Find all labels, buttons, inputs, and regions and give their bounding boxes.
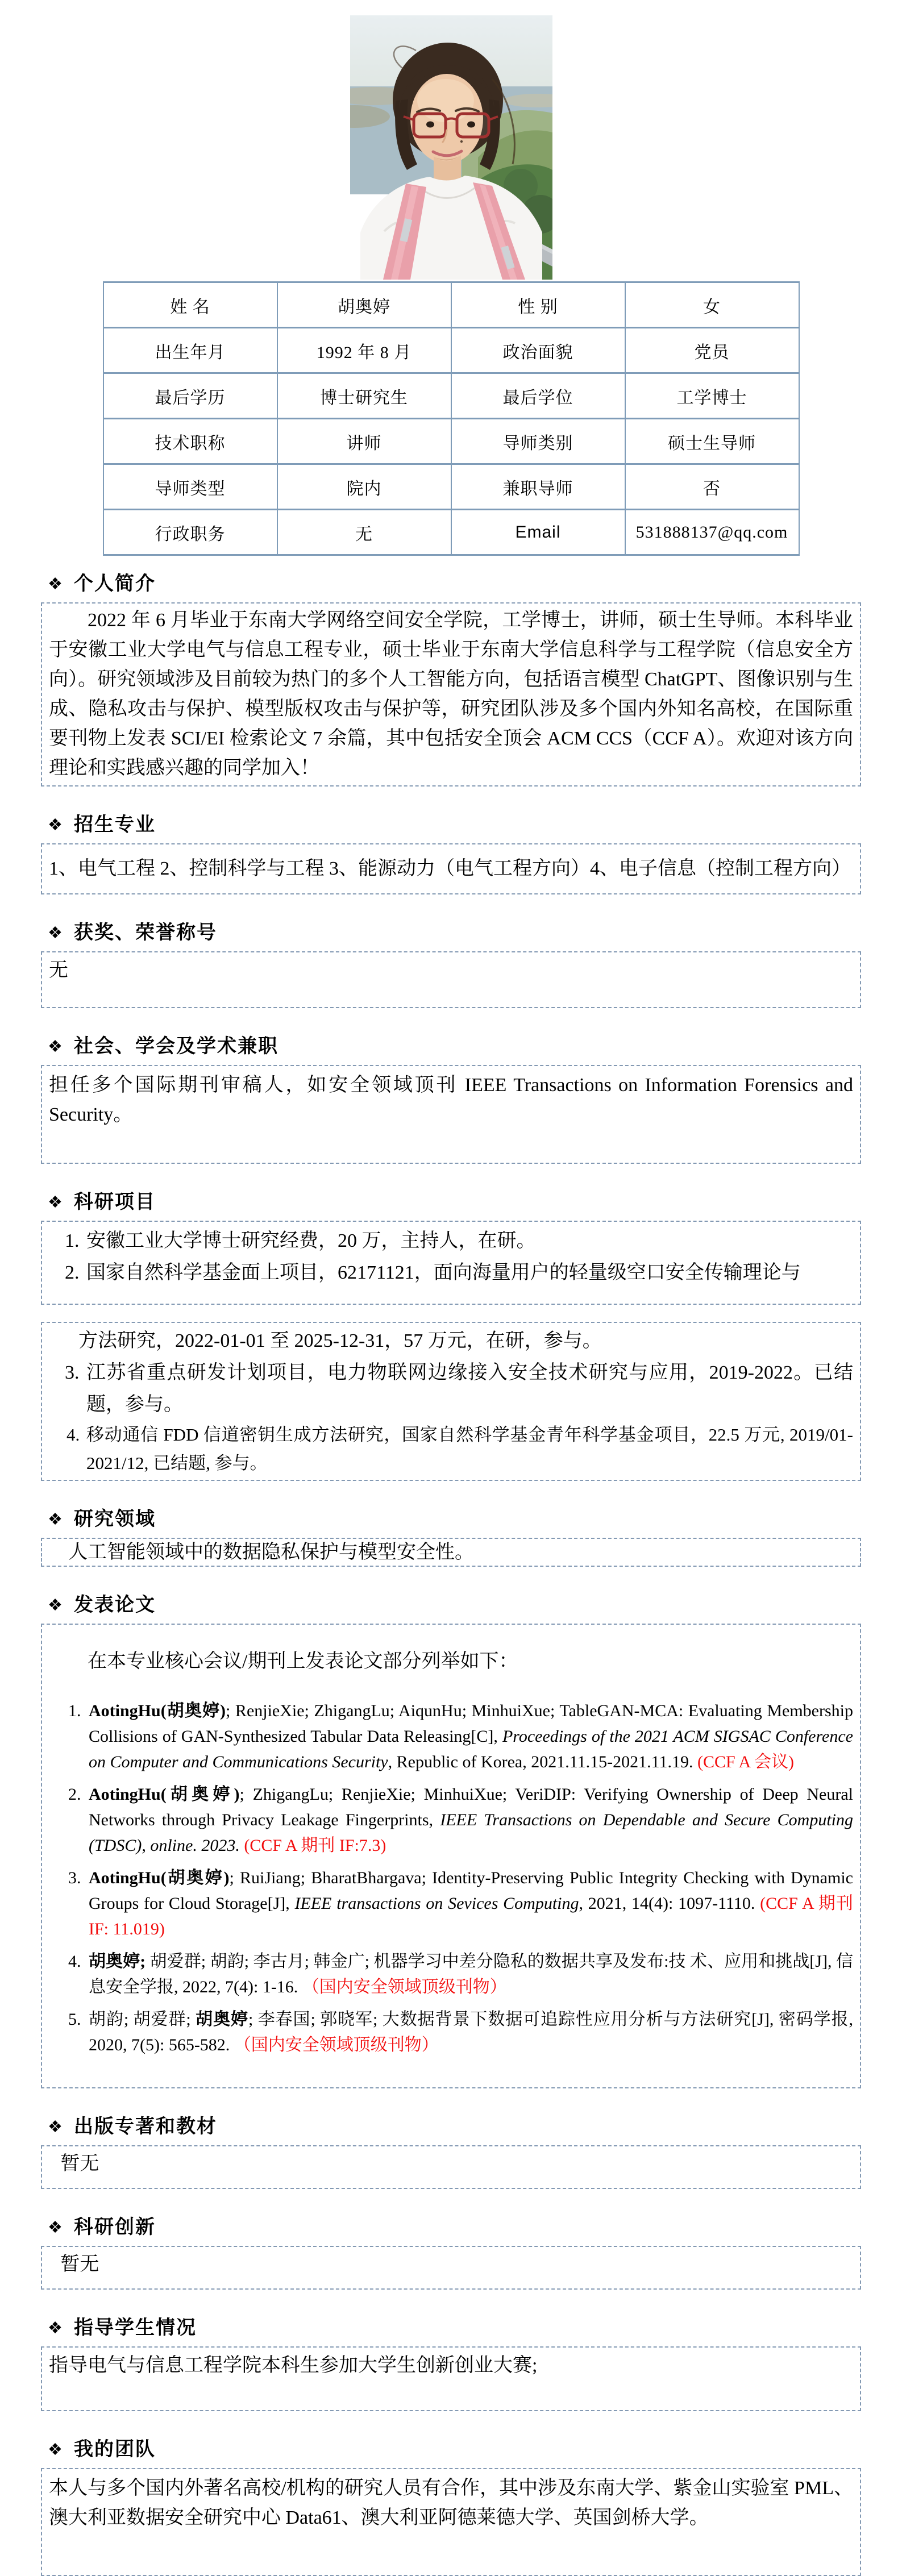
label-birth: 出生年月 [103,328,277,373]
label-name: 姓 名 [103,282,277,328]
section-awards [41,921,861,1008]
section-title: 指导学生情况 [74,2317,197,2338]
projects-list-part1 [49,1225,853,1289]
label-degree: 最后学位 [451,373,625,419]
section-title: 个人简介 [74,573,156,594]
diamond-bullet-icon: ❖ [48,924,63,942]
service-box [41,1065,861,1164]
publication-item: 2. AotingHu(胡奥婷); ZhigangLu; RenjieXie; MinhuiXue; VeriDIP: Verifying Ownership of Deep Neural Networks through Privacy Leakage Fingerprints, IEEE Transactions on Dependable and Secure Computing (TDSC), online. 2023. (CCF A 期刊 IF:7.3) [85,1782,853,1858]
section-service [41,1034,861,1164]
publications-list [49,1698,853,2058]
awards-box [41,951,861,1008]
section-header [41,813,861,838]
label-adjunct: 兼职导师 [451,464,625,510]
value-supervisor-type: 院内 [277,464,451,510]
publication-item: 1. AotingHu(胡奥婷); RenjieXie; ZhigangLu; AiqunHu; MinhuiXue; TableGAN-MCA: Evaluating Membership Collisions of GAN-Synthesized Tabular Data Releasing[C], Proceedings of the 2021 ACM SIGSAC Conference on Computer and Communications Security, Republic of Korea, 2021.11.15-2021.11.19. (CCF A 会议) [85,1698,853,1775]
publications-intro: 在本专业核心会议/期刊上发表论文部分列举如下： [88,1651,518,1672]
project-item-continuation: 方法研究，2022-01-01 至 2025-12-31，57 万元，在研，参与。 [78,1330,602,1351]
project-item: 3. 江苏省重点研发计划项目，电力物联网边缘接入安全技术研究与应用，2019-2022。已结题，参与。 [84,1357,853,1421]
table-row [103,282,799,328]
project-item: 2. 国家自然科学基金面上项目，62171121，面向海量用户的轻量级空口安全传输理论与 [84,1257,853,1289]
section-research-field [41,1507,861,1567]
section-publications [41,1593,861,2088]
section-header [41,2316,861,2341]
section-title: 科研项目 [74,1192,156,1213]
section-title: 我的团队 [74,2439,156,2460]
label-supervisor-category: 导师类别 [451,419,625,464]
diamond-bullet-icon: ❖ [48,1510,63,1529]
diamond-bullet-icon: ❖ [48,2118,63,2136]
table-row [103,464,799,510]
label-gender: 性 别 [451,282,625,328]
label-title: 技术职称 [103,419,277,464]
diamond-bullet-icon: ❖ [48,2219,63,2237]
section-header [41,921,861,946]
table-row [103,328,799,373]
value-birth: 1992 年 8 月 [277,328,451,373]
section-title: 社会、学会及学术兼职 [74,1036,279,1057]
publication-item: 4. 胡奥婷; 胡爱群; 胡韵; 李古月; 韩金广; 机器学习中差分隐私的数据共享及发布:技 术、应用和挑战[J], 信息安全学报, 2022, 7(4): 1-16. （国内安全领域顶级刊物） [85,1949,853,2000]
innovation-box [41,2246,861,2290]
students-text: 指导电气与信息工程学院本科生参加大学生创新创业大赛; [49,2355,538,2376]
diamond-bullet-icon: ❖ [48,2441,63,2459]
label-education: 最后学历 [103,373,277,419]
section-title: 出版专著和教材 [74,2116,217,2137]
value-gender: 女 [625,282,799,328]
section-header [41,1190,861,1215]
research-field-text: 人工智能领域中的数据隐私保护与模型安全性。 [68,1542,474,1563]
section-title: 发表论文 [74,1595,156,1616]
diamond-bullet-icon: ❖ [48,575,63,593]
awards-text: 无 [49,960,68,981]
profile-photo [350,15,552,280]
section-students [41,2316,861,2411]
value-education: 博士研究生 [277,373,451,419]
diamond-bullet-icon: ❖ [48,1038,63,1056]
research-field-box [41,1538,861,1567]
projects-box-part1 [41,1221,861,1305]
label-email: Email [451,510,625,555]
value-name: 胡奥婷 [277,282,451,328]
section-header [41,572,861,597]
value-degree: 工学博士 [625,373,799,419]
section-title: 研究领域 [74,1509,156,1530]
basic-info-table [103,281,800,556]
diamond-bullet-icon: ❖ [48,1596,63,1614]
intro-box [41,602,861,786]
section-enroll [41,813,861,894]
section-header [41,2437,861,2462]
section-header [41,2115,861,2140]
section-header [41,2215,861,2240]
project-item: 4. 移动通信 FDD 信道密钥生成方法研究，国家自然科学基金青年科学基金项目，22.5 万元, 2019/01-2021/12, 已结题, 参与。 [84,1421,853,1478]
section-title: 获奖、荣誉称号 [74,922,217,943]
value-adjunct: 否 [625,464,799,510]
publication-item: 3. AotingHu(胡奥婷); RuiJiang; BharatBhargava; Identity-Preserving Public Integrity Checking with Dynamic Groups for Cloud Storage[J], IEEE transactions on Sevices Computing, 2021, 14(4): 1097-1110. (CCF A 期刊 IF: 11.019) [85,1865,853,1942]
section-projects [41,1190,861,1481]
section-intro [41,572,861,786]
enroll-box [41,843,861,894]
value-political: 党员 [625,328,799,373]
innovation-text: 暂无 [60,2254,99,2275]
service-text: 担任多个国际期刊审稿人，如安全领域顶刊 IEEE Transactions on Information Forensics and Security。 [49,1075,853,1125]
profile-photo-illustration [350,15,552,280]
team-box [41,2468,861,2576]
diamond-bullet-icon: ❖ [48,1193,63,1212]
project-item: 1. 安徽工业大学博士研究经费，20 万，主持人，在研。 [84,1225,853,1257]
value-supervisor-category: 硕士生导师 [625,419,799,464]
students-box [41,2346,861,2411]
intro-text: 2022 年 6 月毕业于东南大学网络空间安全学院，工学博士，讲师，硕士生导师。本科毕业于安徽工业大学电气与信息工程专业，硕士毕业于东南大学信息科学与工程学院（信息安全方向）。研究领域涉及目前较为热门的多个人工智能方向，包括语言模型 ChatGPT、图像识别与生成、隐私攻击与保护、模型版权攻击与保护等，研究团队涉及多个国内外知名高校，在国际重要刊物上发表 SCI/EI 检索论文 7 余篇，其中包括安全顶会 ACM CCS（CCF A）。欢迎对该方向理论和实践感兴趣的同学加入！ [49,610,853,779]
publication-item: 5. 胡韵; 胡爱群; 胡奥婷; 李春国; 郭晓军; 大数据背景下数据可追踪性应用分析与方法研究[J], 密码学报, 2020, 7(5): 565-582. （国内安全领域顶级刊物） [85,2007,853,2058]
publications-box [41,1624,861,2088]
value-title: 讲师 [277,419,451,464]
table-row [103,373,799,419]
enroll-text: 1、电气工程 2、控制科学与工程 3、能源动力（电气工程方向）4、电子信息（控制工程方向） [49,858,851,879]
label-admin-post: 行政职务 [103,510,277,555]
section-team [41,2437,861,2576]
projects-box-part2 [41,1322,861,1481]
section-header [41,1593,861,1618]
label-supervisor-type: 导师类型 [103,464,277,510]
section-header [41,1507,861,1532]
section-innovation [41,2215,861,2290]
section-books [41,2115,861,2189]
section-title: 招生专业 [74,814,156,835]
value-admin-post: 无 [277,510,451,555]
table-row [103,510,799,555]
section-header [41,1034,861,1059]
team-text: 本人与多个国内外著名高校/机构的研究人员有合作，其中涉及东南大学、紫金山实验室 PML、澳大利亚数据安全研究中心 Data61、澳大利亚阿德莱德大学、英国剑桥大学。 [49,2478,853,2528]
section-title: 科研创新 [74,2217,156,2238]
books-box [41,2145,861,2189]
projects-list-part2 [49,1357,853,1478]
value-email: 531888137@qq.com [625,510,799,555]
label-political: 政治面貌 [451,328,625,373]
books-text: 暂无 [60,2153,99,2174]
diamond-bullet-icon: ❖ [48,2319,63,2337]
table-row [103,419,799,464]
diamond-bullet-icon: ❖ [48,816,63,834]
faculty-profile-page [0,15,902,2576]
